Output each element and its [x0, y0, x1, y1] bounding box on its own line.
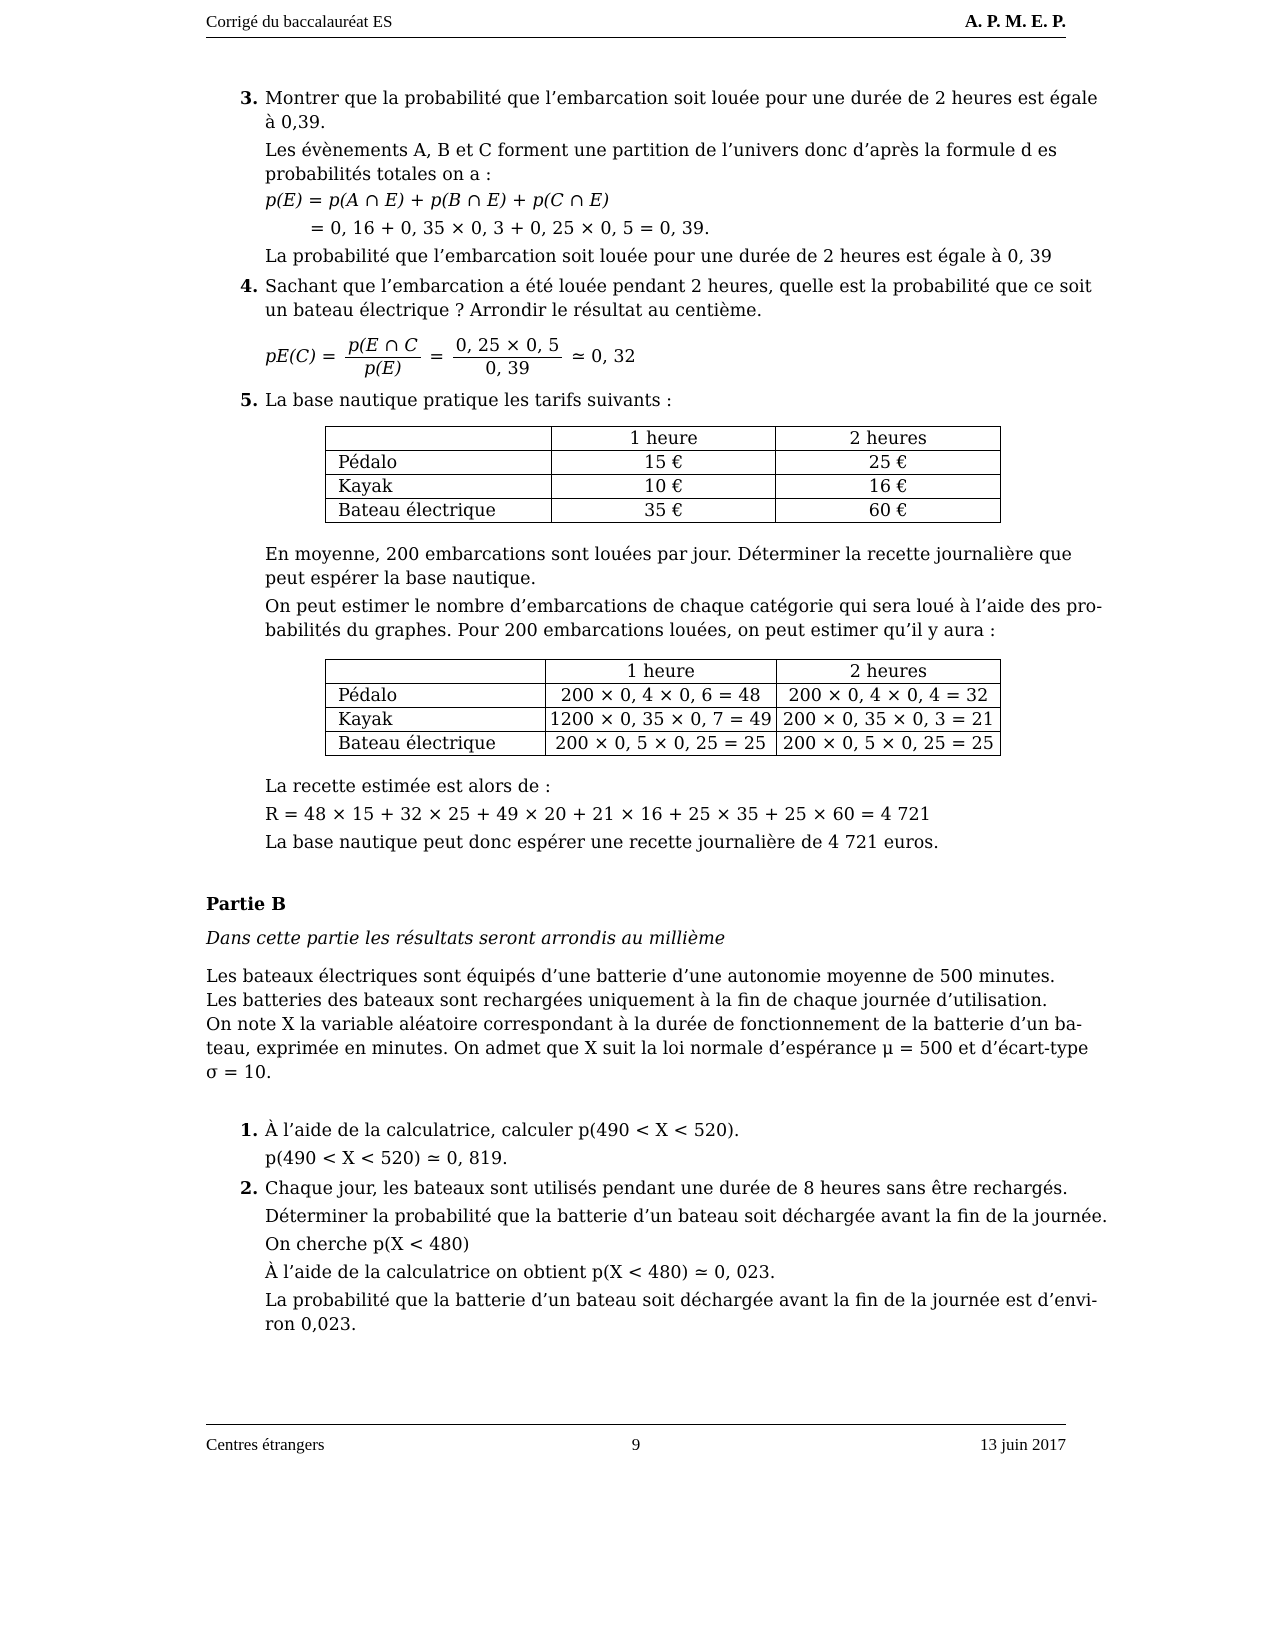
partB-subtitle: Dans cette partie les résultats seront arrondis au millième [206, 929, 726, 949]
partB-intro-line4: teau, exprimée en minutes. On admet que X suit la loi normale d’espérance μ = 500 et d’écart-type [206, 1039, 1089, 1059]
partB-q2-line2: Déterminer la probabilité que la batterie d’un bateau soit déchargée avant la fin de la journée. [265, 1207, 1108, 1227]
table-row-label: Kayak [326, 475, 552, 499]
partB-title: Partie B [206, 895, 286, 915]
footer-page-number: 9 [631, 1435, 641, 1454]
q4-title-line2: un bateau électrique ? Arrondir le résultat au centième. [265, 301, 763, 321]
estimate-table [325, 659, 1001, 756]
table-cell: 25 € [776, 451, 1001, 475]
table-cell: 10 € [551, 475, 776, 499]
table-header-cell: 1 heure [551, 427, 776, 451]
table-row [326, 708, 1001, 732]
q4-fraction-1-denominator: p(E) [364, 359, 402, 379]
table-cell: 200 × 0, 4 × 0, 6 = 48 [545, 684, 776, 708]
partB-q2-line5: La probabilité que la batterie d’un bateau soit déchargée avant la fin de la journée est d’envi- [265, 1291, 1098, 1311]
q4-fraction-2-numerator: 0, 25 × 0, 5 [453, 335, 563, 358]
q4-fraction-2 [453, 335, 563, 380]
q4-number: 4. [240, 277, 259, 297]
q5-paragraph1-line1: En moyenne, 200 embarcations sont louées par jour. Déterminer la recette journalière que [265, 545, 1072, 565]
table-cell: 60 € [776, 499, 1001, 523]
partB-q1-number: 1. [240, 1121, 259, 1141]
partB-q2-title: Chaque jour, les bateaux sont utilisés pendant une durée de 8 heures sans être rechargés. [265, 1179, 1068, 1199]
table-row [326, 684, 1001, 708]
footer-left: Centres étrangers [206, 1435, 325, 1454]
q4-fraction-2-denominator: 0, 39 [485, 359, 530, 379]
q4-fraction-1 [345, 335, 421, 380]
partB-q2-number: 2. [240, 1179, 259, 1199]
q5-title: La base nautique pratique les tarifs suivants : [265, 391, 673, 411]
table-row-label: Bateau électrique [326, 732, 546, 756]
table-cell: 200 × 0, 5 × 0, 25 = 25 [545, 732, 776, 756]
partB-intro-line1: Les bateaux électriques sont équipés d’une batterie d’une autonomie moyenne de 500 minutes. [206, 967, 1056, 987]
table-cell: 16 € [776, 475, 1001, 499]
table-row-label: Kayak [326, 708, 546, 732]
partB-intro-line3: On note X la variable aléatoire correspondant à la durée de fonctionnement de la batterie d’un ba- [206, 1015, 1083, 1035]
table-row [326, 451, 1001, 475]
q4-title-line1: Sachant que l’embarcation a été louée pendant 2 heures, quelle est la probabilité que ce soit [265, 277, 1092, 297]
q4-result: ≃ 0, 32 [570, 347, 636, 367]
header-left: Corrigé du baccalauréat ES [206, 12, 393, 31]
table-header-cell: 2 heures [776, 427, 1001, 451]
table-row-label: Pédalo [326, 451, 552, 475]
q3-paragraph-line2: probabilités totales on a : [265, 165, 492, 185]
table-row [326, 660, 1001, 684]
q3-title-line2: à 0,39. [265, 113, 326, 133]
q5-paragraph1-line2: peut espérer la base nautique. [265, 569, 537, 589]
table-row-label: Bateau électrique [326, 499, 552, 523]
table-cell: 200 × 0, 5 × 0, 25 = 25 [776, 732, 1000, 756]
table-cell: 200 × 0, 4 × 0, 4 = 32 [776, 684, 1000, 708]
table-row [326, 427, 1001, 451]
table-row [326, 499, 1001, 523]
table-header-cell: 1 heure [545, 660, 776, 684]
table-cell [326, 660, 546, 684]
q3-paragraph-line1: Les évènements A, B et C forment une partition de l’univers donc d’après la formule d es [265, 141, 1057, 161]
q3-formula-line2: = 0, 16 + 0, 35 × 0, 3 + 0, 25 × 0, 5 = 0, 39. [310, 219, 710, 239]
q5-paragraph2-line2: babilités du graphes. Pour 200 embarcations louées, on peut estimer qu’il y aura : [265, 621, 996, 641]
table-cell: 1200 × 0, 35 × 0, 7 = 49 [545, 708, 776, 732]
q5-paragraph2-line1: On peut estimer le nombre d’embarcations de chaque catégorie qui sera loué à l’aide des pro- [265, 597, 1103, 617]
table-cell: 200 × 0, 35 × 0, 3 = 21 [776, 708, 1000, 732]
partB-intro-line2: Les batteries des bateaux sont rechargées uniquement à la fin de chaque journée d’utilisation. [206, 991, 1048, 1011]
q4-fraction-1-numerator: p(E ∩ C [345, 335, 421, 358]
partB-intro-line5: σ = 10. [206, 1063, 272, 1083]
page-header [206, 11, 1066, 38]
partB-q1-answer: p(490 < X < 520) ≃ 0, 819. [265, 1149, 508, 1169]
q4-formula [265, 334, 636, 380]
table-row [326, 475, 1001, 499]
q3-formula-line1: p(E) = p(A ∩ E) + p(B ∩ E) + p(C ∩ E) [265, 191, 610, 211]
tariff-table [325, 426, 1001, 523]
page-footer [206, 1424, 1066, 1455]
partB-q1-title: À l’aide de la calculatrice, calculer p(490 < X < 520). [265, 1121, 740, 1141]
table-header-cell: 2 heures [776, 660, 1000, 684]
q5-formula: R = 48 × 15 + 32 × 25 + 49 × 20 + 21 × 16 + 25 × 35 + 25 × 60 = 4 721 [265, 805, 931, 825]
q5-conclusion: La base nautique peut donc espérer une recette journalière de 4 721 euros. [265, 833, 939, 853]
q3-number: 3. [240, 89, 259, 109]
q5-paragraph3: La recette estimée est alors de : [265, 777, 551, 797]
q3-conclusion: La probabilité que l’embarcation soit louée pour une durée de 2 heures est égale à 0, 39 [265, 247, 1052, 267]
table-cell [326, 427, 552, 451]
table-row-label: Pédalo [326, 684, 546, 708]
footer-right: 13 juin 2017 [980, 1435, 1066, 1454]
q5-number: 5. [240, 391, 259, 411]
q3-title-line1: Montrer que la probabilité que l’embarcation soit louée pour une durée de 2 heures est égale [265, 89, 1098, 109]
header-right: A. P. M. E. P. [964, 11, 1066, 31]
partB-q2-line3: On cherche p(X < 480) [265, 1235, 470, 1255]
partB-q2-line6: ron 0,023. [265, 1315, 357, 1335]
partB-q2-line4: À l’aide de la calculatrice on obtient p(X < 480) ≃ 0, 023. [265, 1263, 776, 1283]
table-cell: 15 € [551, 451, 776, 475]
q4-equals: = [429, 347, 445, 367]
q4-lhs: pE(C) = [265, 347, 337, 367]
table-cell: 35 € [551, 499, 776, 523]
table-row [326, 732, 1001, 756]
